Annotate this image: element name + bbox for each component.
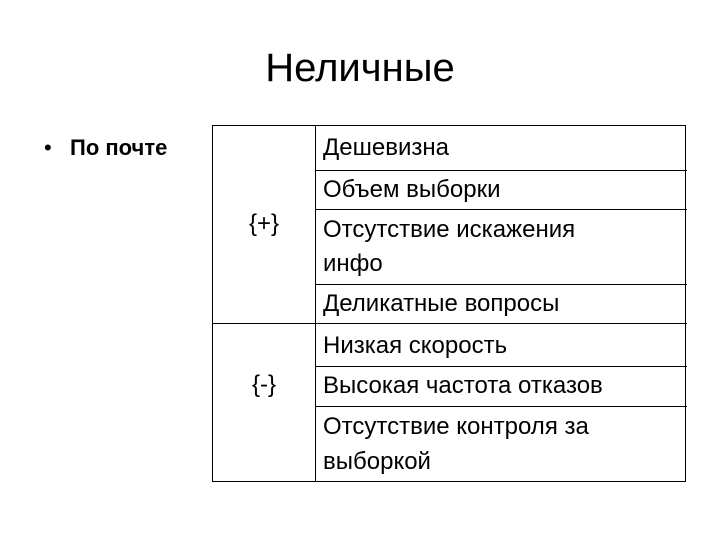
slide-title: Неличные: [265, 46, 455, 90]
sign-row-divider: [213, 323, 315, 324]
minus-item: выборкой: [323, 448, 431, 475]
minus-item: Отсутствие контроля за: [323, 413, 589, 440]
plus-item: Объем выборки: [323, 176, 501, 203]
plus-sign: {+}: [248, 210, 280, 237]
minus-item: Низкая скорость: [323, 332, 508, 359]
bullet-item: [44, 134, 167, 162]
pros-cons-table: [212, 125, 686, 482]
row-divider: [315, 323, 687, 324]
bullet-marker: •: [44, 135, 52, 160]
plus-item: Отсутствие искажения: [323, 216, 576, 243]
plus-item: инфо: [323, 250, 383, 277]
bullet-text: По почте: [70, 135, 168, 160]
minus-item: Высокая частота отказов: [323, 372, 603, 399]
minus-sign: {-}: [251, 371, 277, 398]
column-divider: [315, 126, 316, 481]
plus-item: Дешевизна: [323, 134, 449, 161]
row-divider: [315, 406, 687, 407]
row-divider: [315, 209, 687, 210]
row-divider: [315, 366, 687, 367]
plus-item: Деликатные вопросы: [323, 290, 560, 317]
row-divider: [315, 170, 687, 171]
row-divider: [315, 284, 687, 285]
